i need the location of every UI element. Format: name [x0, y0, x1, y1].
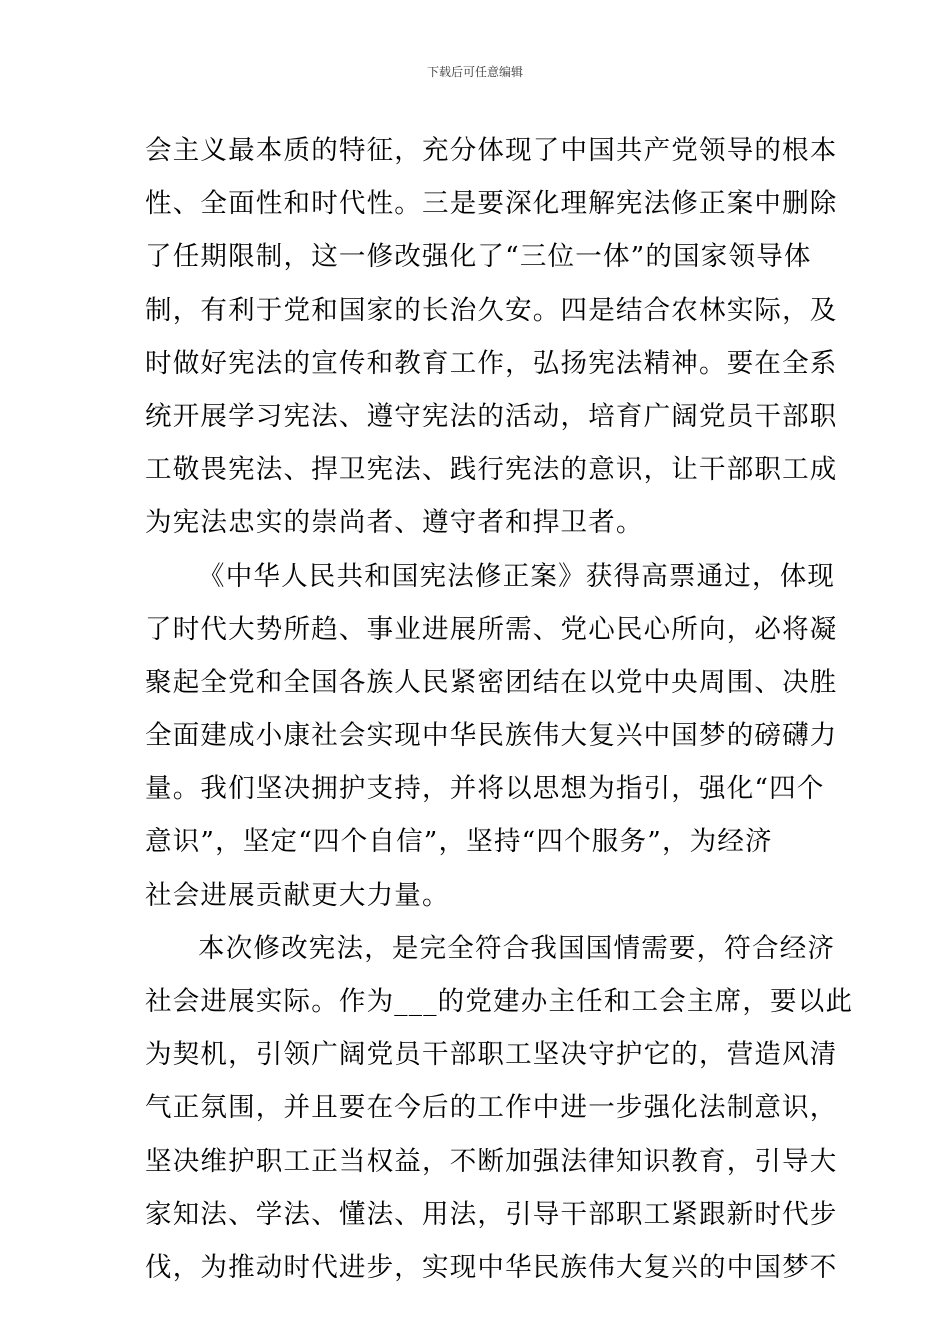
text-line: 为契机，引领广阔党员干部职工坚决守护它的，营造风清	[145, 1039, 838, 1071]
text-line: 量。我们坚决拥护支持，并将以思想为指引，强化“四个	[145, 773, 825, 805]
paragraph-first-line: 本次修改宪法，是完全符合我国国情需要，符合经济	[198, 932, 836, 964]
text-line: 家知法、学法、懂法、用法，引导干部职工紧跟新时代步	[145, 1198, 838, 1230]
text-line: 时做好宪法的宣传和教育工作，弘扬宪法精神。要在全系	[145, 347, 838, 379]
text-line: 了时代大势所趋、事业进展所需、党心民心所向，必将凝	[145, 613, 838, 645]
text-line: 了任期限制，这一修改强化了“三位一体”的国家领导体	[145, 241, 812, 273]
text-line: 全面建成小康社会实现中华民族伟大复兴中国梦的磅礴力	[145, 720, 838, 752]
text-line: 社会进展实际。作为___的党建办主任和工会主席，要以此	[145, 986, 854, 1017]
page-header: 下载后可任意编辑	[426, 65, 523, 79]
text-line: 伐，为推动时代进步，实现中华民族伟大复兴的中国梦不	[145, 1251, 838, 1283]
text-line: 气正氛围，并且要在今后的工作中进一步强化法制意识，	[145, 1092, 838, 1124]
text-line: 为宪法忠实的崇尚者、遵守者和捍卫者。	[145, 507, 644, 539]
text-line: 坚决维护职工正当权益，不断加强法律知识教育，引导大	[145, 1145, 838, 1177]
paragraph-first-line: 《中华人民共和国宪法修正案》获得高票通过，体现	[198, 560, 836, 592]
text-line: 社会进展贡献更大力量。	[145, 879, 450, 911]
text-line: 制，有利于党和国家的长治久安。四是结合农林实际，及	[145, 294, 838, 326]
text-line: 聚起全党和全国各族人民紧密团结在以党中央周围、决胜	[145, 666, 838, 698]
text-line: 会主义最本质的特征，充分体现了中国共产党领导的根本	[145, 135, 838, 166]
text-line: 统开展学习宪法、遵守宪法的活动，培育广阔党员干部职	[145, 400, 838, 432]
text-line: 工敬畏宪法、捍卫宪法、践行宪法的意识，让干部职工成	[145, 454, 838, 486]
text-line: 意识”，坚定“四个自信”，坚持“四个服务”，为经济	[145, 826, 773, 858]
document-body	[145, 124, 854, 1294]
text-line: 性、全面性和时代性。三是要深化理解宪法修正案中删除	[145, 188, 838, 220]
